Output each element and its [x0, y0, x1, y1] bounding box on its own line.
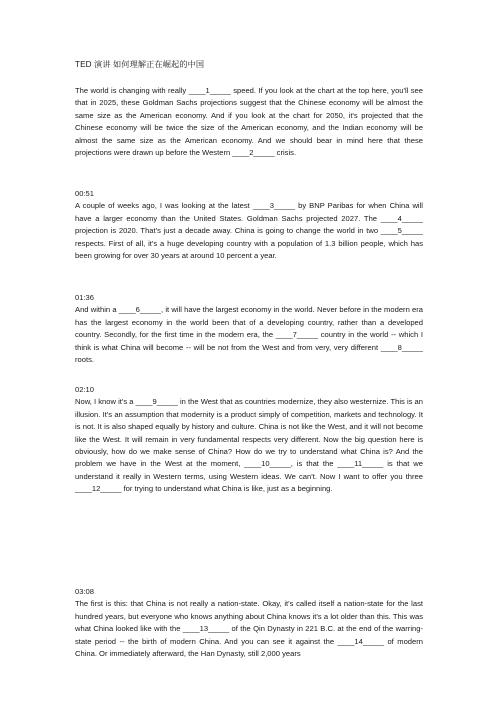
timestamp: 01:36 [75, 293, 95, 302]
section-text: Now, I know it's a ____9_____ in the West that as countries modernize, they also westernize. This is an illusion. It's an assumption that modernity is a product simply of competition, markets and technology. It is not. It is also shaped equally by history and culture. China is not like the West, and it will not become like the West. It will remain in very fundamental respects very different. Now the big question here is obviously, how do we make sense of China? How do we try to understand what China is? And the problem we have in the West at the moment, ____10_____, is that the ____11_____ is that we understand it really in Western terms, using Western ideas. We can't. Now I want to offer you three ____12_____ for trying to understand what China is like, just as a beginning. [75, 397, 423, 494]
section-0051 [75, 188, 423, 262]
page-title: TED 演讲 如何理解正在崛起的中国 [75, 60, 205, 69]
section-text: And within a ____6_____, it will have the largest economy in the world. Never before in the modern era has the largest economy in the world been that of a developing country, rather than a developed country. Secondly, for the first time in the modern era, the ____7_____ country in the world -- which I think is what China will become -- will be not from the West and from very, very different ____8_____ roots. [75, 305, 423, 365]
section-0136 [75, 292, 423, 366]
section-text: The first is this: that China is not really a nation-state. Okay, it's called itself a nation-state for the last hundred years, but everyone who knows anything about China knows it's a lot older than this. This was what China looked like with the ____13_____ of the Qin Dynasty in 221 B.C. at the end of the warring-state period -- the birth of modern China. And you can see it against the ____14_____ of modern China. Or immediately afterward, the Han Dynasty, still 2,000 years [75, 599, 423, 659]
section-text: A couple of weeks ago, I was looking at the latest ____3_____ by BNP Paribas for when China will have a larger economy than the United States. Goldman Sachs projected 2027. The ____4_____ projection is 2020. That's just a decade away. China is going to change the world in two ____5_____ respects. First of all, it's a huge developing country with a population of 1.3 billion people, which has been growing for over 30 years at around 10 percent a year. [75, 201, 423, 261]
timestamp: 00:51 [75, 189, 95, 198]
timestamp: 03:08 [75, 587, 95, 596]
section-0308 [75, 586, 423, 660]
section-0210 [75, 384, 423, 496]
section-text: The world is changing with really ____1_____ speed. If you look at the chart at the top here, you'll see that in 2025, these Goldman Sachs projections suggest that the Chinese economy will be almost the same size as the American economy. And if you look at the chart for 2050, it's projected that the Chinese economy will be twice the size of the American economy, and the Indian economy will be almost the same size as the American economy. And we should bear in mind here that these projections were drawn up before the Western ____2_____ crisis. [75, 86, 423, 158]
section-intro [75, 85, 423, 159]
timestamp: 02:10 [75, 385, 95, 394]
